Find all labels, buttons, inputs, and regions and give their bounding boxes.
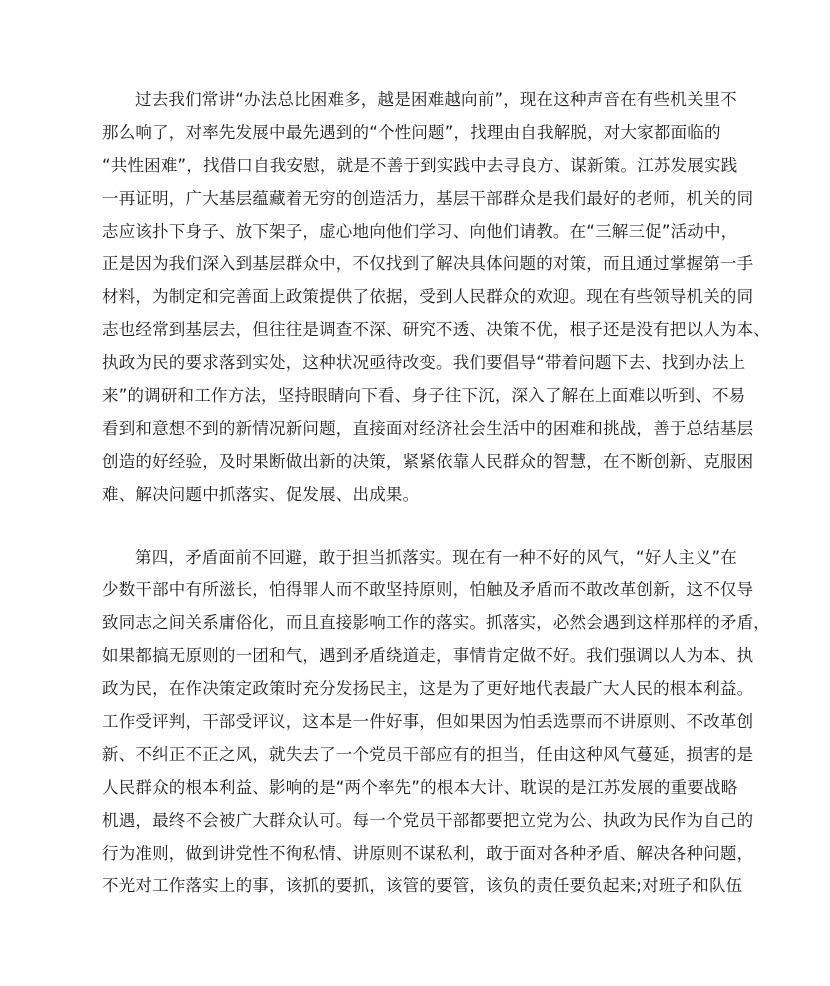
- paragraph-line: 志应该扑下身子、放下架子，虚心地向他们学习、向他们请教。在“三解三促”活动中，: [102, 221, 738, 241]
- paragraph-line: 那么响了，对率先发展中最先遇到的“个性问题”，找理由自我解脱，对大家都面临的: [102, 122, 721, 142]
- paragraph-line: 一再证明，广大基层蕴藏着无穷的创造活力，基层干部群众是我们最好的老师，机关的同: [102, 188, 754, 208]
- paragraph-line: 新、不纠正不正之风，就失去了一个党员干部应有的担当，任由这种风气蔓延，损害的是: [102, 744, 754, 764]
- paragraph-line: 政为民，在作决策定政策时充分发扬民主，这是为了更好地代表最广大人民的根本利益。: [102, 679, 754, 699]
- paragraph-line: “共性困难”，找借口自我安慰，就是不善于到实践中去寻良方、谋新策。江苏发展实践: [102, 155, 738, 175]
- document-body: [102, 84, 770, 903]
- paragraph: [102, 84, 770, 512]
- paragraph-line: 来”的调研和工作方法，坚持眼睛向下看、身子往下沉，深入了解在上面难以听到、不易: [102, 386, 746, 406]
- paragraph-line: 看到和意想不到的新情况新问题，直接面对经济社会生活中的困难和挑战，善于总结基层: [102, 418, 754, 438]
- paragraph-gap: [102, 512, 730, 542]
- paragraph-line: 难、解决问题中抓落实、促发展、出成果。: [102, 484, 420, 504]
- paragraph-line: 机遇，最终不会被广大群众认可。每一个党员干部都要把立党为公、执政为民作为自己的: [102, 810, 754, 830]
- paragraph-line: 致同志之间关系庸俗化，而且直接影响工作的落实。抓落实，必然会遇到这样那样的矛盾，: [102, 613, 770, 633]
- paragraph-line: 执政为民的要求落到实处，这种状况亟待改变。我们要倡导“带着问题下去、找到办法上: [102, 353, 746, 373]
- paragraph-line: 不光对工作落实上的事，该抓的要抓，该管的要管，该负的责任要负起来;对班子和队伍: [102, 876, 743, 896]
- paragraph-line: 材料，为制定和完善面上政策提供了依据，受到人民群众的欢迎。现在有些领导机关的同: [102, 287, 754, 307]
- paragraph-line: 如果都搞无原则的一团和气，遇到矛盾绕道走，事情肯定做不好。我们强调以人为本、执: [102, 646, 754, 666]
- paragraph-line: 创造的好经验，及时果断做出新的决策，紧紧依靠人民群众的智慧，在不断创新、克服困: [102, 451, 754, 471]
- paragraph-line: 志也经常到基层去，但往往是调查不深、研究不透、决策不优，根子还是没有把以人为本、: [102, 320, 770, 340]
- paragraph-line: 第四，矛盾面前不回避，敢于担当抓落实。现在有一种不好的风气，“好人主义”在: [135, 547, 737, 567]
- paragraph-line: 过去我们常讲“办法总比困难多，越是困难越向前”，现在这种声音在有些机关里不: [135, 90, 737, 109]
- paragraph: [102, 542, 770, 904]
- paragraph-line: 工作受评判，干部受评议，这本是一件好事，但如果因为怕丢选票而不讲原则、不改革创: [102, 712, 754, 732]
- paragraph-line: 行为准则，做到讲党性不徇私情、讲原则不谋私利，敢于面对各种矛盾、解决各种问题，: [102, 843, 754, 863]
- paragraph-line: 少数干部中有所滋长，怕得罪人而不敢坚持原则，怕触及矛盾而不敢改革创新，这不仅导: [102, 580, 754, 600]
- paragraph-line: 正是因为我们深入到基层群众中，不仅找到了解决具体问题的对策，而且通过掌握第一手: [102, 254, 754, 274]
- paragraph-line: 人民群众的根本利益、影响的是“两个率先”的根本大计、耽误的是江苏发展的重要战略: [102, 777, 738, 797]
